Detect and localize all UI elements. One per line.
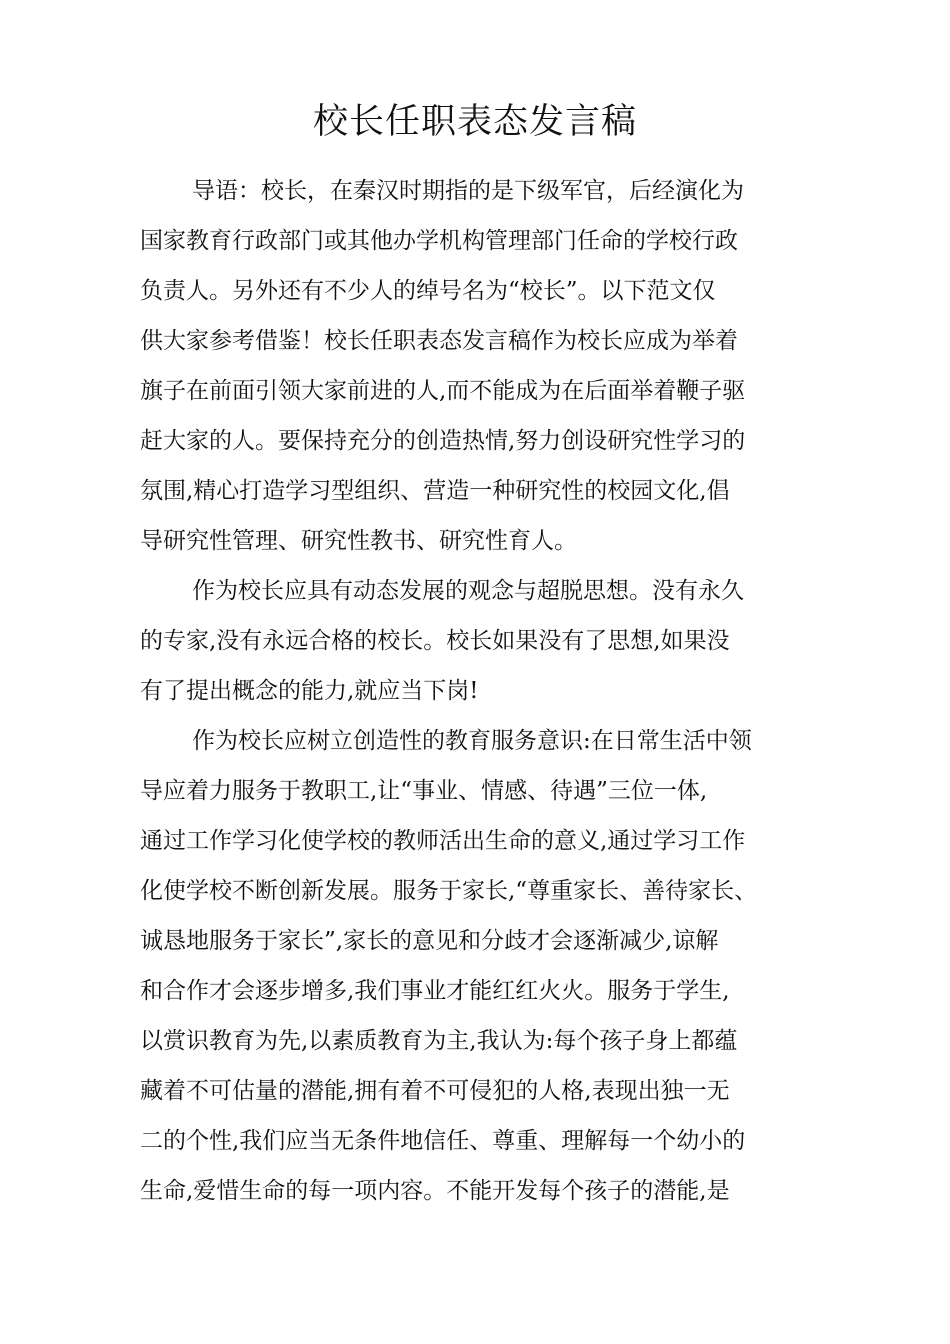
paragraph-2-line-2: 的专家,没有永远合格的校长。校长如果没有了思想,如果没 [140, 628, 730, 654]
paragraph-3-line-5: 诚恳地服务于家长”,家长的意见和分歧才会逐渐减少,谅解 [140, 928, 719, 954]
paragraph-3-line-9: 二的个性,我们应当无条件地信任、尊重、理解每一个幼小的 [140, 1128, 746, 1154]
paragraph-1-line-7: 氛围,精心打造学习型组织、营造一种研究性的校园文化,倡 [140, 478, 730, 504]
paragraph-1-line-2: 国家教育行政部门或其他办学机构管理部门任命的学校行政 [140, 228, 738, 254]
paragraph-1-line-8: 导研究性管理、研究性教书、研究性育人。 [140, 528, 577, 554]
paragraph-3-line-2: 导应着力服务于教职工,让“事业、情感、待遇”三位一体, [140, 778, 708, 804]
paragraph-2-line-1: 作为校长应具有动态发展的观念与超脱思想。没有永久 [192, 578, 744, 604]
paragraph-3-line-3: 通过工作学习化使学校的教师活出生命的意义,通过学习工作 [140, 828, 746, 854]
paragraph-2-line-3: 有了提出概念的能力,就应当下岗! [140, 678, 479, 704]
paragraph-1-line-3: 负责人。另外还有不少人的绰号名为“校长”。以下范文仅 [140, 278, 716, 304]
paragraph-3-line-6: 和合作才会逐步增多,我们事业才能红红火火。服务于学生, [140, 978, 730, 1004]
paragraph-1-line-5: 旗子在前面引领大家前进的人,而不能成为在后面举着鞭子驱 [140, 378, 746, 404]
paragraph-3-line-4: 化使学校不断创新发展。服务于家长,“尊重家长、善待家长、 [140, 878, 758, 904]
paragraph-3-line-1: 作为校长应树立创造性的教育服务意识:在日常生活中领 [192, 728, 752, 754]
paragraph-1-line-6: 赶大家的人。要保持充分的创造热情,努力创设研究性学习的 [140, 428, 746, 454]
paragraph-1-line-4: 供大家参考借鉴！校长任职表态发言稿作为校长应成为举着 [140, 328, 738, 354]
paragraph-3-line-8: 藏着不可估量的潜能,拥有着不可侵犯的人格,表现出独一无 [140, 1078, 730, 1104]
paragraph-1-line-1: 导语：校长，在秦汉时期指的是下级军官，后经演化为 [192, 178, 744, 204]
paragraph-3-line-7: 以赏识教育为先,以素质教育为主,我认为:每个孩子身上都蕴 [140, 1028, 738, 1054]
document-title: 校长任职表态发言稿 [312, 102, 637, 142]
document-body [140, 166, 840, 1216]
paragraph-3-line-10: 生命,爱惜生命的每一项内容。不能开发每个孩子的潜能,是 [140, 1178, 730, 1204]
